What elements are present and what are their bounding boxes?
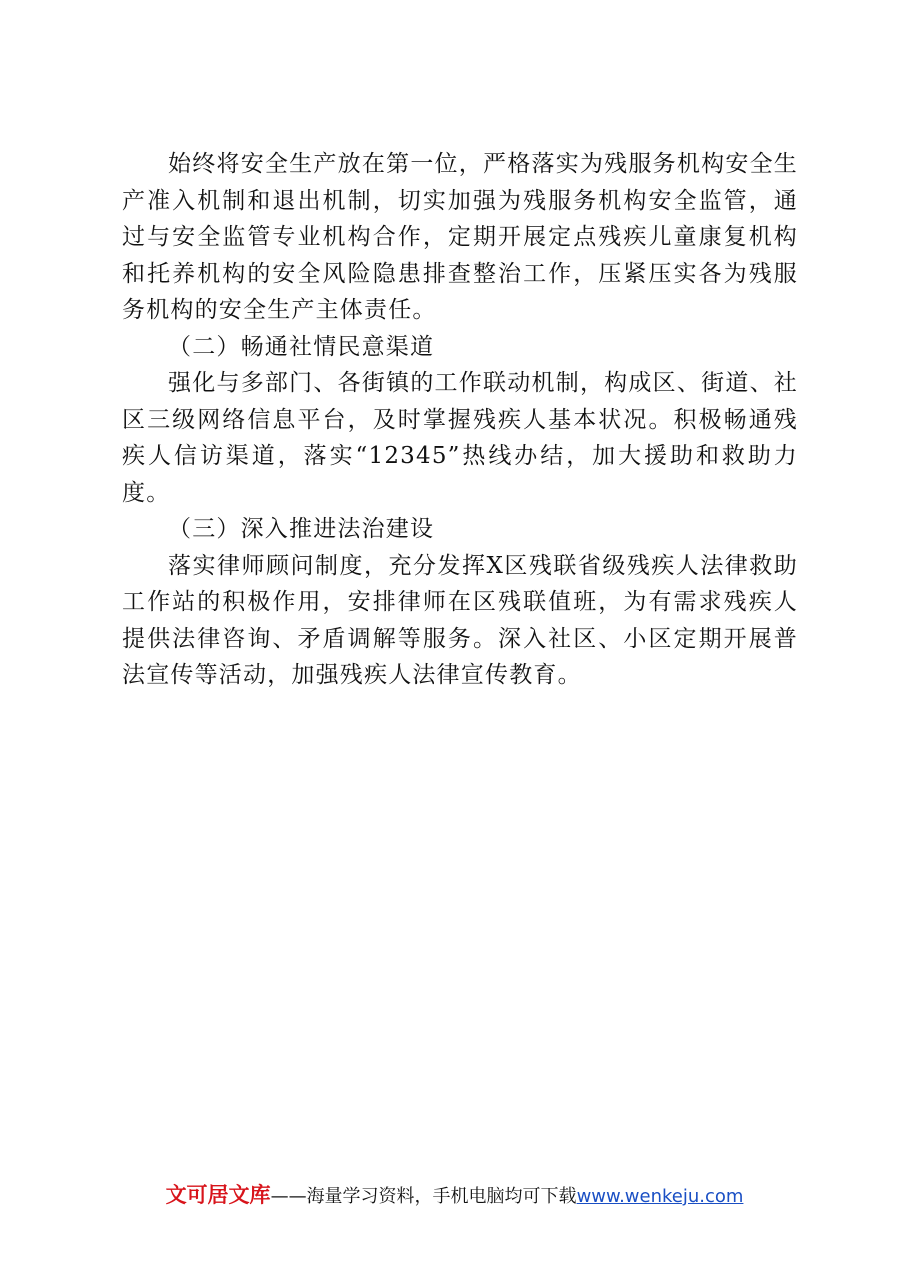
section-body-3: 落实律师顾问制度，充分发挥X区残联省级残疾人法律救助工作站的积极作用，安排律师在区残联值班，为有需求残疾人提供法律咨询、矛盾调解等服务。深入社区、小区定期开展普法宣传等活动，加强残疾人法律宣传教育。 bbox=[122, 552, 798, 688]
document-body bbox=[122, 146, 798, 694]
footer-tagline: ——海量学习资料，手机电脑均可下载 bbox=[270, 1186, 577, 1207]
footer-link[interactable]: www.wenkeju.com bbox=[576, 1186, 744, 1207]
footer-banner bbox=[0, 1180, 909, 1212]
body-paragraph: 始终将安全生产放在第一位，严格落实为残服务机构安全生产准入机制和退出机制，切实加强为残服务机构安全监管，通过与安全监管专业机构合作，定期开展定点残疾儿童康复机构和托养机构的安全风险隐患排查整治工作，压紧压实各为残服务机构的安全生产主体责任。 bbox=[122, 151, 798, 323]
section-heading-2: （二）畅通社情民意渠道 bbox=[168, 333, 435, 360]
section-heading-3: （三）深入推进法治建设 bbox=[168, 516, 435, 542]
footer-brand: 文可居文库 bbox=[165, 1183, 271, 1207]
section-body-2: 强化与多部门、各街镇的工作联动机制，构成区、街道、社区三级网络信息平台，及时掌握残疾人基本状况。积极畅通残疾人信访渠道，落实“12345”热线办结，加大援助和救助力度。 bbox=[122, 370, 798, 506]
